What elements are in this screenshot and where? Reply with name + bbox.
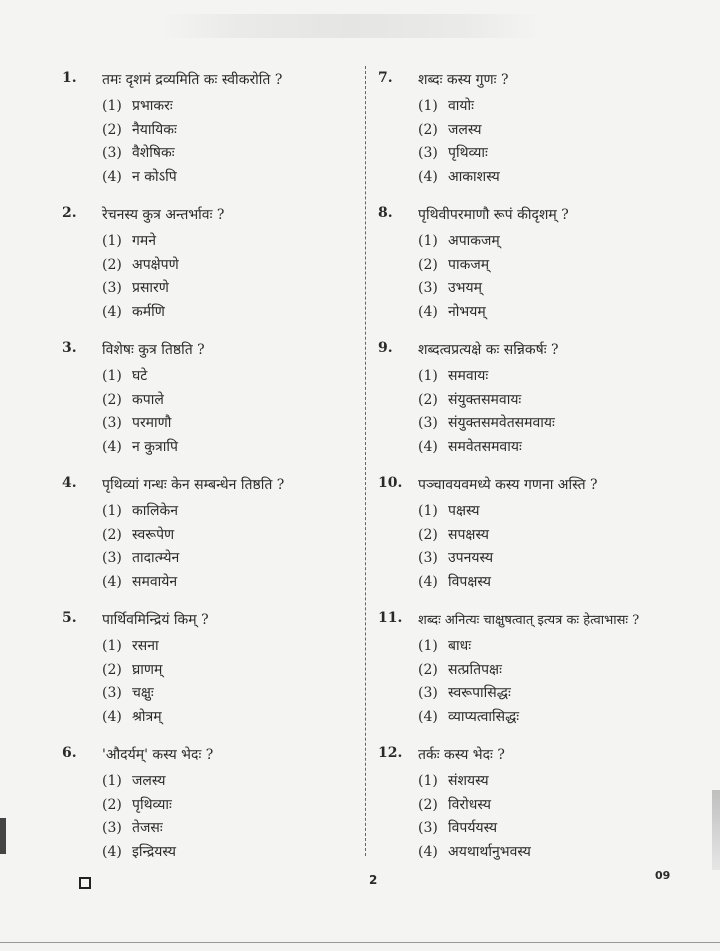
scan-edge-shadow — [712, 790, 720, 870]
option-1: (1) कालिकेन — [102, 503, 179, 519]
option-3: (3) तादात्म्येन — [102, 550, 180, 566]
question-number: 10. — [378, 475, 403, 491]
question-12 — [378, 745, 698, 880]
option-4: (4) आकाशस्य — [418, 168, 500, 185]
option-1: (1) अपाकजम् — [418, 233, 500, 249]
option-2: (2) सत्प्रतिपक्षः — [418, 661, 502, 678]
option-3: (3) परमाणौ — [102, 415, 172, 431]
option-4: (4) विपक्षस्य — [418, 573, 491, 590]
scan-edge-mark — [0, 818, 6, 854]
question-1 — [62, 70, 382, 205]
option-3: (3) उभयम् — [418, 280, 483, 296]
question-number: 5. — [62, 610, 77, 626]
question-number: 2. — [62, 205, 77, 221]
question-3 — [62, 340, 382, 475]
question-number: 8. — [378, 205, 393, 221]
option-3: (3) उपनयस्य — [418, 550, 494, 566]
option-4: (4) समवायेन — [102, 573, 178, 590]
question-text: शब्दः कस्य गुणः ? — [418, 72, 509, 88]
page-number: 2 — [369, 873, 378, 887]
option-4: (4) नोभयम् — [418, 303, 486, 320]
option-4: (4) समवेतसमवायः — [418, 438, 522, 455]
option-3: (3) संयुक्तसमवेतसमवायः — [418, 415, 555, 431]
question-text: विशेषः कुत्र तिष्ठति ? — [102, 342, 205, 358]
question-text: तमः दृशमं द्रव्यमिति कः स्वीकरोति ? — [102, 72, 283, 88]
option-1: (1) रसना — [102, 638, 159, 654]
option-1: (1) घटे — [102, 368, 148, 384]
question-number: 1. — [62, 70, 77, 86]
option-1: (1) पक्षस्य — [418, 503, 480, 519]
option-4: (4) श्रोत्रम् — [102, 708, 162, 725]
option-list — [102, 771, 176, 865]
question-8 — [378, 205, 698, 340]
question-number: 6. — [62, 745, 77, 761]
question-text: 'औदर्यम्' कस्य भेदः ? — [102, 747, 214, 763]
option-list — [418, 96, 500, 190]
question-number: 7. — [378, 70, 393, 86]
option-3: (3) स्वरूपासिद्धः — [418, 685, 511, 701]
option-1: (1) जलस्य — [102, 773, 166, 789]
option-list — [418, 771, 531, 865]
footer-square-icon — [79, 877, 91, 889]
question-text: शब्दः अनित्यः चाक्षुषत्वात् इत्यत्र कः हेत्वाभासः ? — [418, 613, 640, 628]
left-column — [62, 70, 382, 880]
option-list — [418, 501, 493, 595]
option-4: (4) व्याप्यत्वासिद्धः — [418, 708, 520, 725]
option-4: (4) कर्मणि — [102, 303, 165, 320]
option-3: (3) चक्षुः — [102, 685, 154, 701]
option-list — [102, 231, 179, 325]
option-4: (4) इन्द्रियस्य — [102, 843, 176, 860]
question-number: 3. — [62, 340, 77, 356]
question-text: रेचनस्य कुत्र अन्तर्भावः ? — [102, 207, 225, 223]
option-1: (1) गमने — [102, 233, 157, 249]
option-4: (4) न कुत्रापि — [102, 438, 178, 455]
option-2: (2) विरोधस्य — [418, 796, 491, 813]
option-1: (1) संशयस्य — [418, 773, 489, 789]
option-3: (3) विपर्ययस्य — [418, 820, 498, 836]
option-2: (2) अपक्षेपणे — [102, 256, 179, 273]
option-1: (1) प्रभाकरः — [102, 98, 173, 114]
question-text: तर्कः कस्य भेदः ? — [418, 747, 505, 763]
option-3: (3) पृथिव्याः — [418, 145, 488, 161]
option-2: (2) जलस्य — [418, 121, 482, 138]
question-number: 9. — [378, 340, 393, 356]
question-text: पृथिव्यां गन्धः केन सम्बन्धेन तिष्ठति ? — [102, 477, 285, 493]
question-4 — [62, 475, 382, 610]
option-3: (3) प्रसारणे — [102, 280, 169, 296]
question-10 — [378, 475, 698, 610]
question-5 — [62, 610, 382, 745]
right-column — [378, 70, 698, 880]
option-list — [102, 501, 179, 595]
question-7 — [378, 70, 698, 205]
question-number: 11. — [378, 610, 403, 626]
question-text: पृथिवीपरमाणौ रूपं कीदृशम् ? — [418, 207, 569, 223]
question-9 — [378, 340, 698, 475]
option-list — [102, 636, 162, 730]
question-2 — [62, 205, 382, 340]
option-2: (2) कपाले — [102, 391, 164, 408]
question-text: शब्दत्वप्रत्यक्षे कः सन्निकर्षः ? — [418, 342, 559, 358]
option-2: (2) संयुक्तसमवायः — [418, 391, 522, 408]
option-2: (2) नैयायिकः — [102, 121, 177, 138]
option-1: (1) समवायः — [418, 368, 489, 384]
booklet-code: 09 — [655, 869, 671, 882]
option-list — [418, 636, 519, 730]
option-list — [418, 366, 555, 460]
question-text: पञ्चावयवमध्ये कस्य गणना अस्ति ? — [418, 477, 598, 493]
question-6 — [62, 745, 382, 880]
page-bottom-edge — [0, 942, 720, 943]
question-number: 4. — [62, 475, 77, 491]
option-2: (2) पाकजम् — [418, 256, 490, 273]
option-1: (1) बाधः — [418, 638, 472, 654]
option-4: (4) अयथार्थानुभवस्य — [418, 843, 531, 860]
header-smudge — [160, 14, 540, 38]
question-text: पार्थिवमिन्द्रियं किम् ? — [102, 612, 209, 628]
option-list — [102, 366, 178, 460]
option-list — [418, 231, 500, 325]
option-1: (1) वायोः — [418, 98, 474, 114]
option-2: (2) सपक्षस्य — [418, 526, 490, 543]
option-4: (4) न कोऽपि — [102, 168, 177, 185]
option-3: (3) वैशेषिकः — [102, 145, 175, 161]
option-2: (2) घ्राणम् — [102, 661, 163, 678]
option-3: (3) तेजसः — [102, 820, 163, 836]
question-number: 12. — [378, 745, 403, 761]
option-2: (2) स्वरूपेण — [102, 526, 175, 543]
option-2: (2) पृथिव्याः — [102, 796, 172, 813]
option-list — [102, 96, 177, 190]
question-11 — [378, 610, 698, 745]
